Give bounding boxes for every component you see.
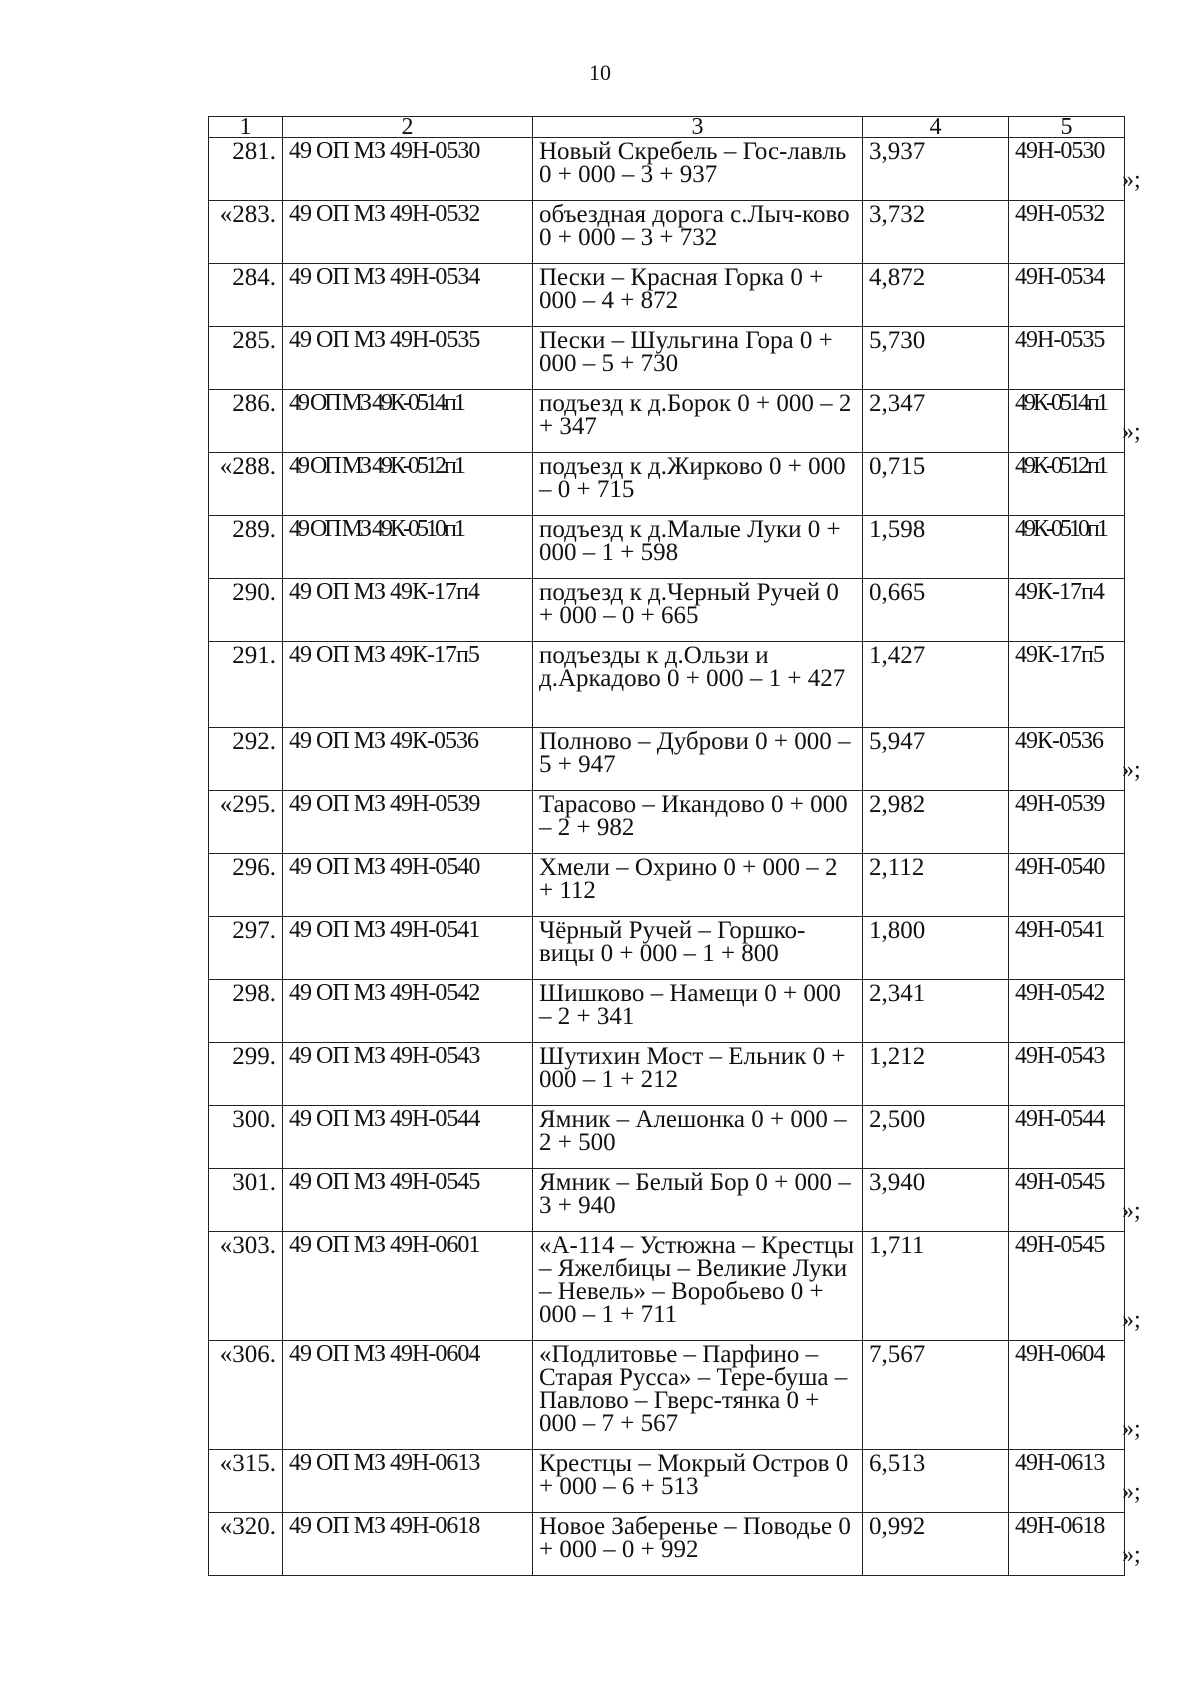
- registry-number: 49Н-0604: [1009, 1341, 1125, 1450]
- row-number: 281.: [209, 138, 283, 201]
- row-suffix: »;: [1122, 1306, 1141, 1333]
- road-name: Хмели – Охрино 0 + 000 – 2 + 112: [533, 854, 863, 917]
- header-row: [209, 117, 1125, 138]
- table-row: [209, 791, 1125, 854]
- registry-number: 49К-0512п1: [1009, 453, 1125, 516]
- road-code: 49 ОП МЗ 49Н-0613: [283, 1450, 533, 1513]
- roads-table: [208, 116, 1125, 1576]
- table-row: [209, 1043, 1125, 1106]
- row-suffix: »;: [1122, 1541, 1141, 1568]
- road-name: подъезды к д.Ользи и д.Аркадово 0 + 000 – 1 + 427: [533, 642, 863, 728]
- row-number: 300.: [209, 1106, 283, 1169]
- road-name: Чёрный Ручей – Горшко-вицы 0 + 000 – 1 + 800: [533, 917, 863, 980]
- road-length: 4,872: [863, 264, 1009, 327]
- table-row: [209, 980, 1125, 1043]
- registry-number: 49Н-0545: [1009, 1232, 1125, 1341]
- row-number: 299.: [209, 1043, 283, 1106]
- road-code: 49 ОП МЗ 49Н-0618: [283, 1513, 533, 1576]
- road-length: 1,598: [863, 516, 1009, 579]
- registry-number: 49Н-0545: [1009, 1169, 1125, 1232]
- row-number: «306.: [209, 1341, 283, 1450]
- column-header: 4: [863, 117, 1009, 138]
- registry-number: 49Н-0613: [1009, 1450, 1125, 1513]
- table-row: [209, 516, 1125, 579]
- row-number: «320.: [209, 1513, 283, 1576]
- row-number: «303.: [209, 1232, 283, 1341]
- road-name: подъезд к д.Жирково 0 + 000 – 0 + 715: [533, 453, 863, 516]
- table-row: [209, 728, 1125, 791]
- road-name: Пески – Шульгина Гора 0 + 000 – 5 + 730: [533, 327, 863, 390]
- row-suffix: »;: [1122, 1478, 1141, 1505]
- registry-number: 49К-17п4: [1009, 579, 1125, 642]
- road-name: Пески – Красная Горка 0 + 000 – 4 + 872: [533, 264, 863, 327]
- road-length: 3,937: [863, 138, 1009, 201]
- road-name: подъезд к д.Борок 0 + 000 – 2 + 347: [533, 390, 863, 453]
- road-name: Ямник – Алешонка 0 + 000 – 2 + 500: [533, 1106, 863, 1169]
- row-number: «295.: [209, 791, 283, 854]
- row-suffix: »;: [1122, 418, 1141, 445]
- road-code: 49 ОП МЗ 49Н-0535: [283, 327, 533, 390]
- registry-number: 49Н-0532: [1009, 201, 1125, 264]
- road-length: 5,947: [863, 728, 1009, 791]
- road-name: подъезд к д.Черный Ручей 0 + 000 – 0 + 665: [533, 579, 863, 642]
- row-number: «283.: [209, 201, 283, 264]
- row-number: 284.: [209, 264, 283, 327]
- road-name: объездная дорога с.Лыч-ково 0 + 000 – 3 + 732: [533, 201, 863, 264]
- road-code: 49 ОП МЗ 49К-0512п1: [283, 453, 533, 516]
- road-length: 2,341: [863, 980, 1009, 1043]
- registry-number: 49Н-0618: [1009, 1513, 1125, 1576]
- table-row: [209, 579, 1125, 642]
- table-row: [209, 201, 1125, 264]
- road-code: 49 ОП МЗ 49Н-0542: [283, 980, 533, 1043]
- registry-number: 49К-0510п1: [1009, 516, 1125, 579]
- column-header: 1: [209, 117, 283, 138]
- column-header: 3: [533, 117, 863, 138]
- row-number: «315.: [209, 1450, 283, 1513]
- registry-number: 49К-17п5: [1009, 642, 1125, 728]
- registry-number: 49Н-0539: [1009, 791, 1125, 854]
- road-length: 0,715: [863, 453, 1009, 516]
- column-header: 5: [1009, 117, 1125, 138]
- road-name: Новое Заберенье – Поводье 0 + 000 – 0 + 992: [533, 1513, 863, 1576]
- row-suffixes: [1122, 0, 1182, 1682]
- road-length: 2,112: [863, 854, 1009, 917]
- table-row: [209, 138, 1125, 201]
- row-number: 290.: [209, 579, 283, 642]
- road-code: 49 ОП МЗ 49К-17п5: [283, 642, 533, 728]
- road-code: 49 ОП МЗ 49Н-0532: [283, 201, 533, 264]
- road-code: 49 ОП МЗ 49Н-0539: [283, 791, 533, 854]
- road-code: 49 ОП МЗ 49К-0536: [283, 728, 533, 791]
- road-length: 1,711: [863, 1232, 1009, 1341]
- registry-number: 49Н-0535: [1009, 327, 1125, 390]
- page-number: 10: [589, 60, 611, 85]
- road-name: подъезд к д.Малые Луки 0 + 000 – 1 + 598: [533, 516, 863, 579]
- registry-number: 49Н-0530: [1009, 138, 1125, 201]
- row-number: 298.: [209, 980, 283, 1043]
- table-row: [209, 1450, 1125, 1513]
- registry-number: 49Н-0534: [1009, 264, 1125, 327]
- table-row: [209, 1232, 1125, 1341]
- row-number: «288.: [209, 453, 283, 516]
- row-number: 296.: [209, 854, 283, 917]
- road-length: 5,730: [863, 327, 1009, 390]
- table-row: [209, 264, 1125, 327]
- road-code: 49 ОП МЗ 49Н-0540: [283, 854, 533, 917]
- column-header: 2: [283, 117, 533, 138]
- road-name: Новый Скребель – Гос-лавль 0 + 000 – 3 + 937: [533, 138, 863, 201]
- table-row: [209, 1341, 1125, 1450]
- road-name: Тарасово – Икандово 0 + 000 – 2 + 982: [533, 791, 863, 854]
- row-number: 297.: [209, 917, 283, 980]
- row-suffix: »;: [1122, 1197, 1141, 1224]
- table-row: [209, 1169, 1125, 1232]
- registry-number: 49Н-0543: [1009, 1043, 1125, 1106]
- registry-number: 49Н-0544: [1009, 1106, 1125, 1169]
- table-row: [209, 1513, 1125, 1576]
- road-length: 7,567: [863, 1341, 1009, 1450]
- road-code: 49 ОП МЗ 49Н-0534: [283, 264, 533, 327]
- registry-number: 49Н-0541: [1009, 917, 1125, 980]
- road-length: 2,982: [863, 791, 1009, 854]
- road-code: 49 ОП МЗ 49К-17п4: [283, 579, 533, 642]
- row-number: 285.: [209, 327, 283, 390]
- road-code: 49 ОП МЗ 49Н-0543: [283, 1043, 533, 1106]
- road-code: 49 ОП МЗ 49Н-0601: [283, 1232, 533, 1341]
- row-suffix: »;: [1122, 166, 1141, 193]
- road-name: Крестцы – Мокрый Остров 0 + 000 – 6 + 513: [533, 1450, 863, 1513]
- table-row: [209, 642, 1125, 728]
- road-length: 0,665: [863, 579, 1009, 642]
- road-length: 6,513: [863, 1450, 1009, 1513]
- table-row: [209, 327, 1125, 390]
- road-code: 49 ОП МЗ 49Н-0545: [283, 1169, 533, 1232]
- row-number: 291.: [209, 642, 283, 728]
- registry-number: 49Н-0540: [1009, 854, 1125, 917]
- road-length: 1,212: [863, 1043, 1009, 1106]
- road-name: «А-114 – Устюжна – Крестцы – Яжелбицы – Великие Луки – Невель» – Воробьево 0 + 000 – 1 + 711: [533, 1232, 863, 1341]
- row-suffix: »;: [1122, 756, 1141, 783]
- registry-number: 49Н-0542: [1009, 980, 1125, 1043]
- road-length: 3,940: [863, 1169, 1009, 1232]
- road-code: 49 ОП МЗ 49Н-0544: [283, 1106, 533, 1169]
- row-number: 286.: [209, 390, 283, 453]
- row-number: 301.: [209, 1169, 283, 1232]
- road-name: Полново – Дуброви 0 + 000 – 5 + 947: [533, 728, 863, 791]
- road-length: 1,800: [863, 917, 1009, 980]
- table-row: [209, 390, 1125, 453]
- road-name: «Подлитовье – Парфино – Старая Русса» – Тере-буша – Павлово – Гверс-тянка 0 + 000 – 7 + 567: [533, 1341, 863, 1450]
- road-code: 49 ОП МЗ 49К-0510п1: [283, 516, 533, 579]
- road-length: 3,732: [863, 201, 1009, 264]
- row-suffix: »;: [1122, 1415, 1141, 1442]
- registry-number: 49К-0536: [1009, 728, 1125, 791]
- road-length: 2,500: [863, 1106, 1009, 1169]
- road-name: Шутихин Мост – Ельник 0 + 000 – 1 + 212: [533, 1043, 863, 1106]
- road-name: Шишково – Намещи 0 + 000 – 2 + 341: [533, 980, 863, 1043]
- road-length: 2,347: [863, 390, 1009, 453]
- road-code: 49 ОП МЗ 49Н-0530: [283, 138, 533, 201]
- table-row: [209, 854, 1125, 917]
- table-row: [209, 453, 1125, 516]
- road-code: 49 ОП МЗ 49Н-0604: [283, 1341, 533, 1450]
- road-length: 1,427: [863, 642, 1009, 728]
- row-number: 289.: [209, 516, 283, 579]
- registry-number: 49К-0514п1: [1009, 390, 1125, 453]
- table-row: [209, 1106, 1125, 1169]
- road-code: 49 ОП МЗ 49К-0514п1: [283, 390, 533, 453]
- table-row: [209, 917, 1125, 980]
- road-name: Ямник – Белый Бор 0 + 000 – 3 + 940: [533, 1169, 863, 1232]
- road-length: 0,992: [863, 1513, 1009, 1576]
- road-code: 49 ОП МЗ 49Н-0541: [283, 917, 533, 980]
- row-number: 292.: [209, 728, 283, 791]
